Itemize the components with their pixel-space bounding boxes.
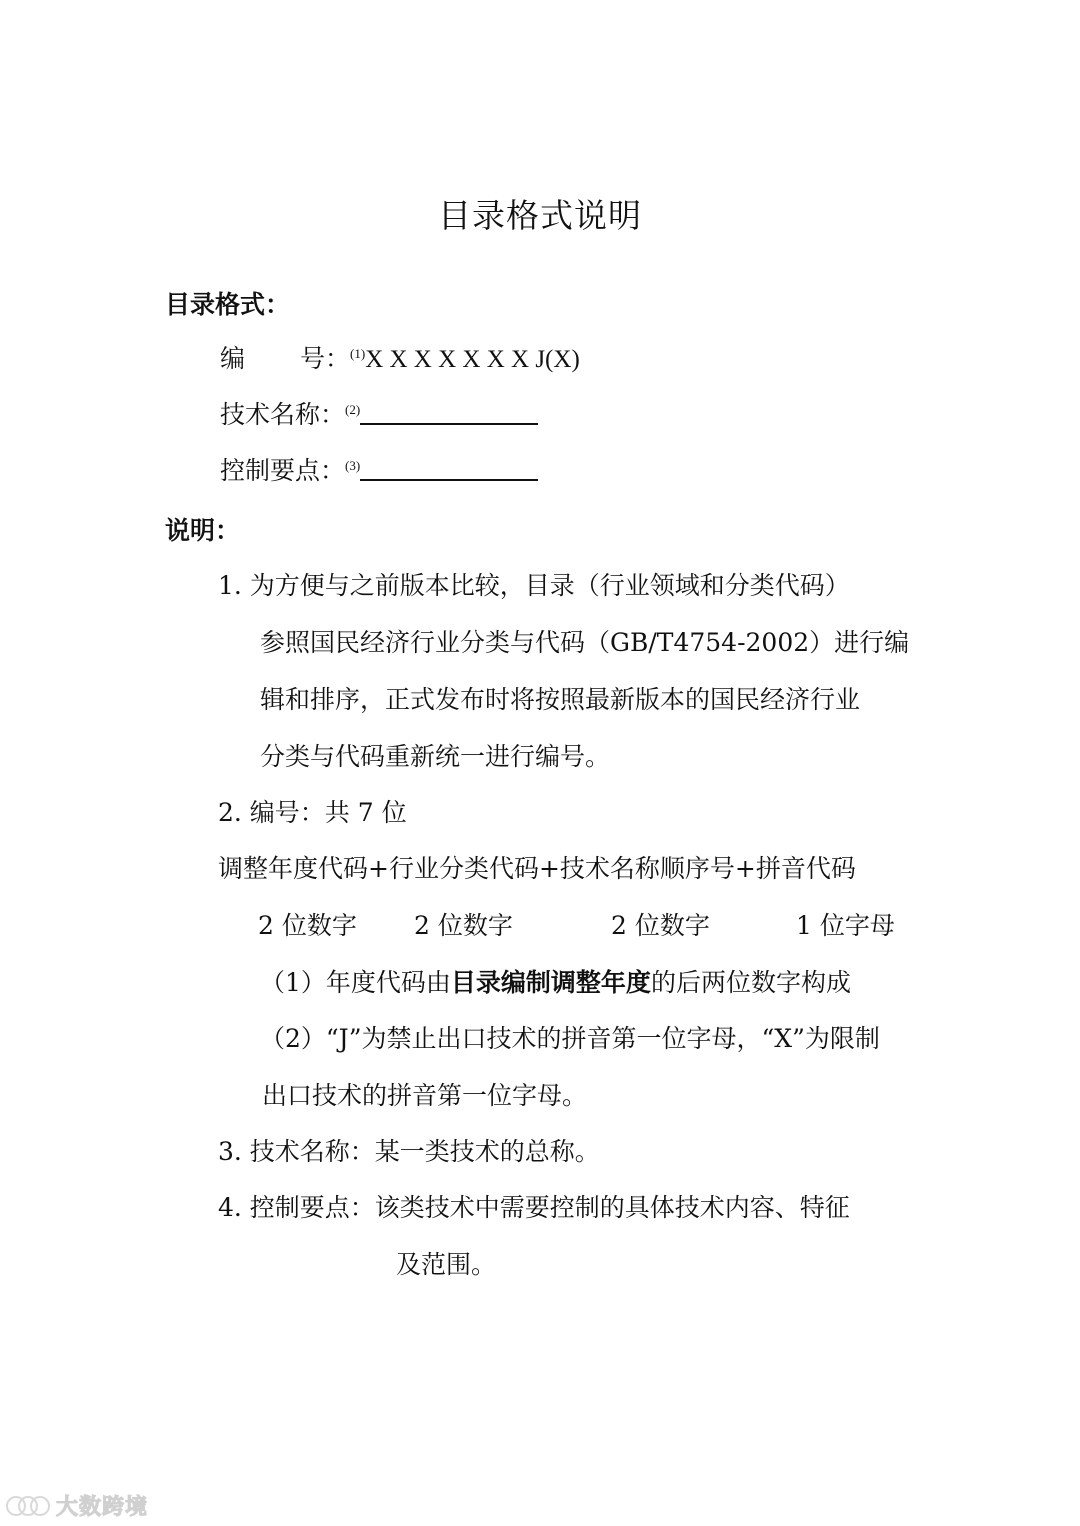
formula: 调整年度代码+行业分类代码+技术名称顺序号+拼音代码	[218, 854, 856, 883]
format-heading: 目录格式：	[165, 290, 291, 319]
item1-line4: 分类与代码重新统一进行编号。	[260, 742, 611, 771]
sub1-line	[260, 963, 851, 999]
notes-heading: 说明：	[165, 516, 241, 545]
control-label: 控制要点：	[220, 456, 346, 485]
tech-name-note: (2)	[345, 402, 361, 417]
control-blank	[360, 453, 538, 481]
digits-2: 2 位数字	[414, 911, 513, 940]
number-label-end: 号：	[300, 344, 351, 373]
watermark-text: 大数跨境	[56, 1494, 149, 1520]
tech-name-label: 技术名称：	[220, 400, 346, 429]
control-line	[220, 451, 538, 487]
item4-line1: 4. 控制要点：该类技术中需要控制的具体技术内容、特征	[218, 1193, 850, 1222]
tech-name-line	[220, 395, 538, 431]
digits-4: 1 位字母	[796, 911, 895, 940]
sub2-line1: （2）“J”为禁止出口技术的拼音第一位字母，“X”为限制	[260, 1024, 880, 1053]
item2: 2. 编号：共 7 位	[218, 798, 407, 827]
item1-line3: 辑和排序，正式发布时将按照最新版本的国民经济行业	[260, 685, 861, 714]
sub1-suffix: 的后两位数字构成	[650, 968, 851, 997]
tech-name-blank	[360, 397, 538, 425]
item1-line2: 参照国民经济行业分类与代码（GB/T4754-2002）进行编	[260, 628, 910, 657]
number-note: (1)	[350, 346, 366, 361]
item1-line1: 1. 为方便与之前版本比较，目录（行业领域和分类代码）	[218, 571, 850, 600]
watermark	[6, 1490, 148, 1520]
item4-line2: 及范围。	[396, 1250, 497, 1279]
number-line	[220, 339, 580, 375]
sub1-bold: 目录编制调整年度	[450, 968, 651, 997]
sub1-prefix: （1）年度代码由	[260, 968, 451, 997]
digits-1: 2 位数字	[258, 911, 357, 940]
control-note: (3)	[345, 458, 361, 473]
number-label: 编	[220, 344, 246, 373]
sub2-line2: 出口技术的拼音第一位字母。	[262, 1081, 588, 1110]
number-value: X X X X X X X J(X)	[365, 346, 580, 373]
page-title: 目录格式说明	[438, 196, 642, 235]
item3: 3. 技术名称：某一类技术的总称。	[218, 1137, 600, 1166]
digits-3: 2 位数字	[611, 911, 710, 940]
brand-logo-icon	[6, 1494, 50, 1516]
